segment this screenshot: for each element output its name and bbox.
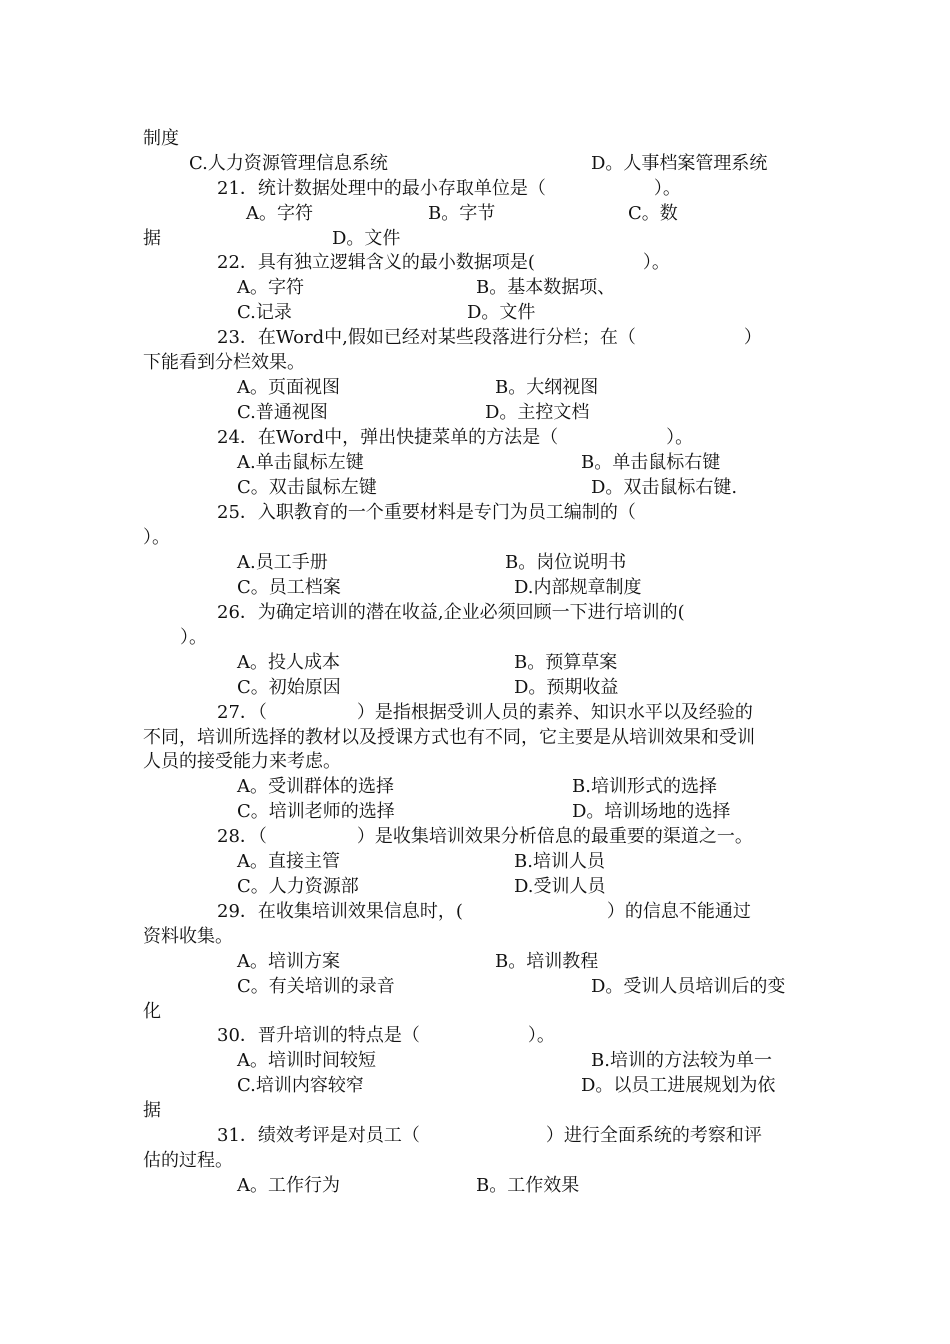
option-c: C。数: [628, 203, 678, 224]
question-28: 28．（ ）是收集培训效果分析倍息的最重要的渠道之一。: [217, 826, 753, 847]
option-b: B。预算草案: [514, 652, 618, 673]
option-a: A.单击鼠标左键: [237, 452, 364, 473]
option-c: C。初始原因: [237, 677, 341, 698]
option-b: B。培训教程: [495, 951, 599, 972]
option-d: D.内部规章制度: [514, 577, 642, 598]
option-a: A。字符: [246, 203, 313, 224]
option-a: A。直接主管: [237, 851, 340, 872]
option-b: B.培训形式的选择: [572, 776, 717, 797]
question-21: 21．统计数据处理中的最小存取单位是（ ）。: [217, 178, 681, 199]
option-a: A。培训时间较短: [237, 1050, 376, 1071]
option-c: C.记录: [237, 302, 292, 323]
option-c: C。培训老师的选择: [237, 801, 395, 822]
option-b: B.培训人员: [514, 851, 605, 872]
option-d: D。以员工进展规划为依: [581, 1075, 776, 1096]
text-line: 下能看到分栏效果。: [143, 352, 305, 373]
option-b: B。字节: [428, 203, 496, 224]
text-line: ）。: [180, 627, 207, 648]
option-b: B。大纲视图: [495, 377, 599, 398]
option-d: D。人事档案管理系统: [591, 153, 768, 174]
option-a: A.员工手册: [237, 552, 328, 573]
text-line: ）。: [143, 527, 170, 548]
option-c: C.人力资源管理信息系统: [189, 153, 388, 174]
option-d: D.受训人员: [514, 876, 606, 897]
question-30: 30．晋升培训的特点是（ ）。: [217, 1025, 555, 1046]
option-c: C。双击鼠标左键: [237, 477, 377, 498]
option-b: B.培训的方法较为单一: [591, 1050, 772, 1071]
question-26: 26．为确定培训的潜在收益,企业必须回顾一下进行培训的(: [217, 602, 685, 623]
option-d: D。受训人员培训后的变: [591, 976, 786, 997]
option-d: D。文件: [332, 228, 401, 249]
option-b: B。岗位说明书: [505, 552, 627, 573]
option-d: D。培训场地的选择: [572, 801, 731, 822]
option-d: D。文件: [467, 302, 536, 323]
text-line: 不同，培训所选择的教材以及授课方式也有不同，它主要是从培训效果和受训: [143, 727, 755, 748]
option-a: A。工作行为: [237, 1175, 340, 1196]
option-c: C.普通视图: [237, 402, 328, 423]
option-b: B。基本数据项、: [476, 277, 616, 298]
option-a: A。培训方案: [237, 951, 340, 972]
option-b: B。工作效果: [476, 1175, 580, 1196]
question-25: 25．入职教育的一个重要材料是专门为员工编制的（: [217, 502, 636, 523]
option-a: A。字符: [237, 277, 304, 298]
option-a: A。受训群体的选择: [237, 776, 394, 797]
text-line: 估的过程。: [143, 1150, 233, 1171]
option-d: D。预期收益: [514, 677, 619, 698]
question-24: 24．在Word中，弹出快捷菜单的方法是（ ）。: [217, 427, 694, 448]
option-c: C。有关培训的录音: [237, 976, 395, 997]
text-line: 制度: [143, 128, 179, 149]
text-line: 化: [143, 1001, 161, 1022]
option-c: C.培训内容较窄: [237, 1075, 364, 1096]
text-line: 据: [143, 228, 161, 249]
question-29: 29．在收集培训效果信息时，( ）的信息不能通过: [217, 901, 751, 922]
option-d: D。双击鼠标右键.: [591, 477, 738, 498]
text-line: 据: [143, 1100, 161, 1121]
text-line: 资料收集。: [143, 926, 233, 947]
text-line: 人员的接受能力来考虑。: [143, 751, 341, 772]
option-b: B。单击鼠标右键: [581, 452, 721, 473]
question-27: 27．（ ）是指根据受训人员的素养、知识水平以及经验的: [217, 702, 753, 723]
question-22: 22．具有独立逻辑含义的最小数据项是( ）。: [217, 252, 670, 273]
option-d: D。主控文档: [485, 402, 590, 423]
option-a: A。页面视图: [237, 377, 340, 398]
option-a: A。投人成本: [237, 652, 340, 673]
option-c: C。人力资源部: [237, 876, 359, 897]
option-c: C。员工档案: [237, 577, 341, 598]
question-31: 31．绩效考评是对员工（ ）进行全面系统的考察和评: [217, 1125, 762, 1146]
question-23: 23．在Word中,假如已经对某些段落进行分栏；在（ ）: [217, 327, 762, 348]
